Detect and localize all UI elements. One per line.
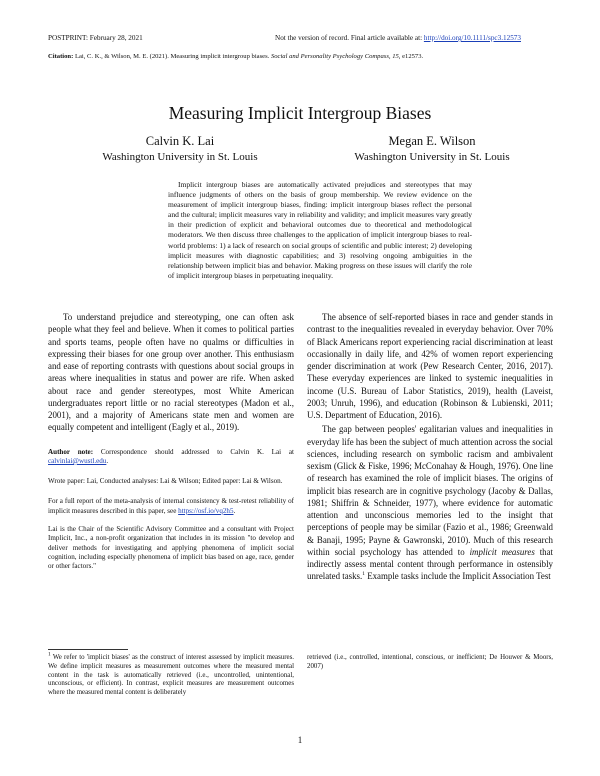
paragraph-2-end: Example tasks include the Implicit Association Test xyxy=(367,571,551,582)
citation xyxy=(48,53,558,61)
paper-title: Measuring Implicit Intergroup Biases xyxy=(168,103,432,123)
version-note xyxy=(275,34,521,43)
right-column xyxy=(307,311,553,583)
implicit-measures-emphasis: implicit measures xyxy=(469,546,535,557)
footnote-left xyxy=(48,651,294,698)
meta-analysis-note xyxy=(48,497,294,516)
body-paragraph-2 xyxy=(307,423,553,582)
author-name: Megan E. Wilson xyxy=(388,134,476,148)
citation-tail: e12573. xyxy=(402,53,424,60)
footnote-divider xyxy=(48,649,128,650)
body-paragraph-1: The absence of self-reported biases in race and gender stands in contrast to the inequalities revealed in everyday behavior. Over 70% of Black Americans report experiencing racial discrimination at least occasionally in daily life, and 42% of women report experiencing gender discrimination at work (Pew Research Center, 2016, 2017). These everyday experiences are linked to systemic inequalities in income (U.S. Bureau of Labor Statistics, 2019), health (Laveist, 2003; Unruh, 1996), and education (Robinson & Lubienski, 2011; U.S. Department of Education, 2016). xyxy=(307,312,553,420)
author-name: Calvin K. Lai xyxy=(145,134,215,148)
citation-label: Citation: xyxy=(48,53,74,60)
author-note-label: Author note: xyxy=(48,447,94,456)
author-email-link[interactable]: calvinlai@wustl.edu xyxy=(48,456,107,465)
paragraph-2-start: The gap between peoples' egalitarian values and inequalities in everyday life has been the subject of much attention across the social sciences, including research on symbolic racism and ambivalent sexism (Glick & Fiske, 1996; McConahay & Hough, 1976). One line of research has examined the role of implicit biases. The origins of implicit bias research are in cognitive psychology (Jacoby & Dallas, 1981; Shiffrin & Schneider, 1977), where evidence for automatic attention and unconscious memories led to the insight that perceptions of people may be similar (Fazio et al., 1986; Greenwald & Banaji, 1995; Payne & Gawronski, 2010). Much of this research within social psychology has attended to xyxy=(307,424,553,557)
author-note-text: Correspondence should addressed to Calvin K. Lai at xyxy=(100,447,294,456)
abstract: Implicit intergroup biases are automatically activated prejudices and stereotypes that may influence judgments of others on the basis of group membership. We review evidence on the measurement of implicit intergroup biases, finding: implicit intergroup biases reflect the personal and the cultural; implicit measures vary in reliability and validity; and implicit measures vary greatly in their prediction of explicit and behavioral outcomes due to theoretical and methodological moderators. We then discuss three challenges to the application of implicit intergroup biases to real-world problems: 1) a lack of research on social groups of scientific and public interest; 2) developing implicit measures with diagnostic capabilities; and 3) resolving ongoing ambiguities in the relationship between implicit bias and behavior. Making progress on these issues will clarify the role of implicit intergroup biases in perpetuating inequality. xyxy=(168,180,472,280)
author-note xyxy=(48,448,294,467)
page-number: 1 xyxy=(297,735,303,745)
author-note-end: . xyxy=(106,456,109,465)
author-affiliation: Washington University in St. Louis xyxy=(354,151,510,163)
contributions-note: Wrote paper: Lai, Conducted analyses: Lai & Wilson; Edited paper: Lai & Wilson. xyxy=(48,477,283,486)
author-2 xyxy=(312,134,552,164)
footnote-left-text: We refer to 'implicit biases' as the construct of interest assessed by implicit measures. We define implicit measures as measurement outcomes where the measured mental content in the task is automatically retrieved (i.e., uncontrolled, unintentional, unconscious, or efficient). In contrast, explicit measures are measurement outcomes where the measured mental content is deliberately xyxy=(48,654,294,697)
left-column xyxy=(48,311,294,571)
author-affiliation: Washington University in St. Louis xyxy=(102,151,258,163)
osf-link[interactable]: https://osf.io/vq2h5 xyxy=(178,506,234,515)
version-note-text: Not the version of record. Final article available at: xyxy=(275,34,423,42)
osf-end: . xyxy=(233,506,236,515)
intro-paragraph: To understand prejudice and stereotyping, one can often ask people what they feel and believe. When it comes to political parties and sports teams, people often have no qualms or difficulties in expressing their biases for one group over another. This enthusiasm and ease of reporting contrasts with questions about social groups in areas where inequalities in status and power are rife. When asked about race and gender stereotypes, most White American undergraduates report little or no racial stereotypes (Madon et al., 2001), and a majority of Americans state men and women are equally competent and intelligent (Eagly et al., 2019). xyxy=(48,312,294,433)
postprint-date: POSTPRINT: February 28, 2021 xyxy=(48,34,143,42)
author-1 xyxy=(60,134,300,164)
meta-analysis-text: For a full report of the meta-analysis of internal consistency & test-retest reliability of implicit measures described in this paper, see xyxy=(48,497,294,515)
footnote-marker[interactable]: 1 xyxy=(362,571,365,578)
citation-journal: Social and Personality Psychology Compass, 15, xyxy=(270,53,401,60)
footnote-number: 1 xyxy=(48,651,51,658)
footnote-right: retrieved (i.e., controlled, intentional, conscious, or inefficient; De Houwer & Moors, 2007) xyxy=(307,654,553,670)
disclosure-note: Lai is the Chair of the Scientific Advisory Committee and a consultant with Project Implicit, Inc., a non-profit organization that includes in its mission "to develop and deliver methods for investigating and applying phenomena of implicit social cognition, including especially phenomena of implicit bias based on age, race, gender or other factors." xyxy=(48,524,294,571)
paragraph-2-mid: that indirectly assess mental content through performance in ostensibly unrelated tasks. xyxy=(307,546,554,582)
doi-link[interactable]: http://doi.org/10.1111/spc3.12573 xyxy=(423,34,521,42)
citation-text: Lai, C. K., & Wilson, M. E. (2021). Measuring implicit intergroup biases. xyxy=(74,53,270,60)
